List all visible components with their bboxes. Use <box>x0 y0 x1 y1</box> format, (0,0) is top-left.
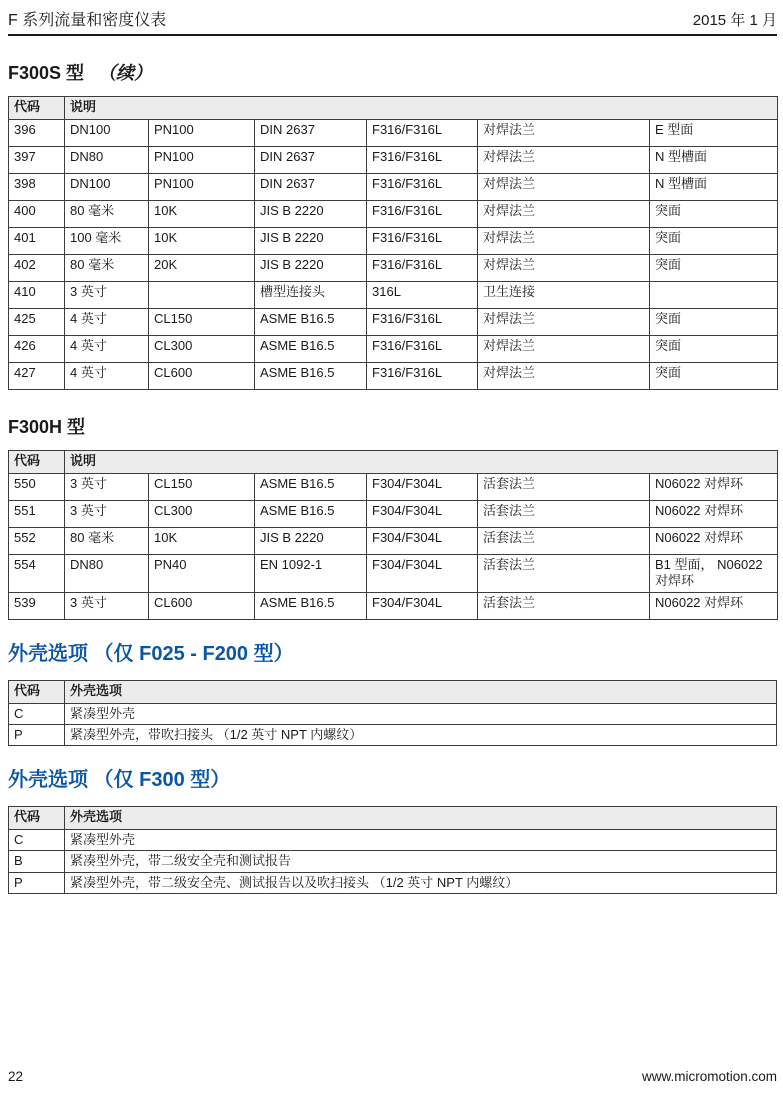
code-cell: 396 <box>9 120 65 147</box>
value-cell: E 型面 <box>650 120 778 147</box>
value-cell: 80 毫米 <box>65 255 149 282</box>
table-row <box>9 592 778 619</box>
value-cell: B1 型面， N06022 对焊环 <box>650 555 778 593</box>
value-cell: PN100 <box>149 120 255 147</box>
value-cell: 突面 <box>650 309 778 336</box>
table-row <box>9 474 778 501</box>
table-row <box>9 501 778 528</box>
value-cell: 80 毫米 <box>65 201 149 228</box>
code-cell: 410 <box>9 282 65 309</box>
value-cell: DN100 <box>65 120 149 147</box>
section-title-housing-f025-f200: 外壳选项 （仅 F025 - F200 型） <box>8 642 294 665</box>
table-row <box>9 703 777 724</box>
value-cell: PN40 <box>149 555 255 593</box>
code-cell: 426 <box>9 336 65 363</box>
value-cell: F316/F316L <box>367 228 478 255</box>
code-cell: 401 <box>9 228 65 255</box>
value-cell <box>650 282 778 309</box>
housing-options-f025-f200-table <box>8 680 777 747</box>
table-row <box>9 228 778 255</box>
value-cell: N 型槽面 <box>650 147 778 174</box>
value-cell: DIN 2637 <box>255 120 367 147</box>
table-row <box>9 201 778 228</box>
value-cell: 活套法兰 <box>478 528 650 555</box>
table-row <box>9 336 778 363</box>
value-cell: JIS B 2220 <box>255 228 367 255</box>
value-cell: 对焊法兰 <box>478 201 650 228</box>
section-title-housing-f300: 外壳选项 （仅 F300 型） <box>8 769 231 791</box>
value-cell: ASME B16.5 <box>255 501 367 528</box>
value-cell: DIN 2637 <box>255 147 367 174</box>
value-cell: CL150 <box>149 474 255 501</box>
code-cell: 554 <box>9 555 65 593</box>
code-cell: 398 <box>9 174 65 201</box>
table-row <box>9 724 777 745</box>
value-cell: ASME B16.5 <box>255 592 367 619</box>
table-row <box>9 174 778 201</box>
table-header-row <box>9 451 778 474</box>
value-cell: 紧凑型外壳，带吹扫接头 （1/2 英寸 NPT 内螺纹） <box>65 724 777 745</box>
value-cell: 突面 <box>650 228 778 255</box>
value-cell: DN100 <box>65 174 149 201</box>
document-header <box>8 0 777 36</box>
column-header-code: 代码 <box>9 680 65 703</box>
value-cell: 突面 <box>650 336 778 363</box>
value-cell: F316/F316L <box>367 174 478 201</box>
value-cell: 3 英寸 <box>65 592 149 619</box>
column-header-option: 外壳选项 <box>65 680 777 703</box>
value-cell: JIS B 2220 <box>255 528 367 555</box>
document-title: F 系列流量和密度仪表 <box>8 12 167 29</box>
value-cell: ASME B16.5 <box>255 363 367 390</box>
value-cell: CL300 <box>149 501 255 528</box>
value-cell: ASME B16.5 <box>255 309 367 336</box>
section-title-f300h <box>8 413 777 439</box>
website-link[interactable]: www.micromotion.com <box>641 1069 777 1084</box>
value-cell: 紧凑型外壳，带二级安全壳、测试报告以及吹扫接头 （1/2 英寸 NPT 内螺纹） <box>65 872 777 893</box>
value-cell: 10K <box>149 228 255 255</box>
value-cell: 紧凑型外壳 <box>65 830 777 851</box>
value-cell: PN100 <box>149 147 255 174</box>
value-cell: 突面 <box>650 363 778 390</box>
f300h-table <box>8 450 778 620</box>
value-cell: 紧凑型外壳 <box>65 703 777 724</box>
value-cell: 紧凑型外壳，带二级安全壳和测试报告 <box>65 851 777 872</box>
table-header-row <box>9 680 777 703</box>
value-cell: 3 英寸 <box>65 501 149 528</box>
table-row <box>9 120 778 147</box>
value-cell: 对焊法兰 <box>478 309 650 336</box>
table-row <box>9 830 777 851</box>
value-cell: 4 英寸 <box>65 363 149 390</box>
column-header-description: 说明 <box>65 451 778 474</box>
value-cell: F316/F316L <box>367 201 478 228</box>
value-cell: EN 1092-1 <box>255 555 367 593</box>
value-cell: 突面 <box>650 255 778 282</box>
table-header-row <box>9 807 777 830</box>
value-cell: 活套法兰 <box>478 501 650 528</box>
value-cell: DN80 <box>65 147 149 174</box>
value-cell: 80 毫米 <box>65 528 149 555</box>
value-cell: 对焊法兰 <box>478 174 650 201</box>
code-cell: P <box>9 872 65 893</box>
table-header-row <box>9 97 778 120</box>
value-cell: CL300 <box>149 336 255 363</box>
code-cell: C <box>9 830 65 851</box>
code-cell: 551 <box>9 501 65 528</box>
value-cell: 100 毫米 <box>65 228 149 255</box>
code-cell: 427 <box>9 363 65 390</box>
value-cell <box>149 282 255 309</box>
table-row <box>9 147 778 174</box>
value-cell: 316L <box>367 282 478 309</box>
value-cell: DIN 2637 <box>255 174 367 201</box>
value-cell: 3 英寸 <box>65 282 149 309</box>
table-row <box>9 282 778 309</box>
value-cell: 3 英寸 <box>65 474 149 501</box>
value-cell: 卫生连接 <box>478 282 650 309</box>
code-cell: 402 <box>9 255 65 282</box>
value-cell: 对焊法兰 <box>478 228 650 255</box>
value-cell: CL600 <box>149 592 255 619</box>
value-cell: F316/F316L <box>367 336 478 363</box>
value-cell: N06022 对焊环 <box>650 501 778 528</box>
value-cell: N 型槽面 <box>650 174 778 201</box>
value-cell: F304/F304L <box>367 592 478 619</box>
value-cell: 对焊法兰 <box>478 336 650 363</box>
value-cell: 槽型连接头 <box>255 282 367 309</box>
table-row <box>9 363 778 390</box>
value-cell: 活套法兰 <box>478 555 650 593</box>
value-cell: 对焊法兰 <box>478 363 650 390</box>
code-cell: 550 <box>9 474 65 501</box>
table-row <box>9 555 778 593</box>
value-cell: F304/F304L <box>367 528 478 555</box>
value-cell: CL600 <box>149 363 255 390</box>
value-cell: 10K <box>149 201 255 228</box>
column-header-description: 说明 <box>65 97 778 120</box>
value-cell: PN100 <box>149 174 255 201</box>
table-row <box>9 872 777 893</box>
section-title-f300s-suffix: （续） <box>98 63 153 83</box>
column-header-option: 外壳选项 <box>65 807 777 830</box>
code-cell: 400 <box>9 201 65 228</box>
value-cell: JIS B 2220 <box>255 255 367 282</box>
page-number: 22 <box>8 1069 24 1084</box>
code-cell: 552 <box>9 528 65 555</box>
code-cell: 539 <box>9 592 65 619</box>
section-title-f300s <box>8 59 777 85</box>
value-cell: N06022 对焊环 <box>650 528 778 555</box>
value-cell: DN80 <box>65 555 149 593</box>
f300s-table <box>8 96 778 390</box>
document-date: 2015 年 1 月 <box>692 12 777 29</box>
value-cell: 对焊法兰 <box>478 120 650 147</box>
value-cell: 20K <box>149 255 255 282</box>
value-cell: 活套法兰 <box>478 474 650 501</box>
document-footer <box>8 1069 777 1084</box>
value-cell: N06022 对焊环 <box>650 592 778 619</box>
value-cell: F316/F316L <box>367 363 478 390</box>
code-cell: P <box>9 724 65 745</box>
value-cell: 对焊法兰 <box>478 147 650 174</box>
code-cell: 425 <box>9 309 65 336</box>
value-cell: JIS B 2220 <box>255 201 367 228</box>
value-cell: ASME B16.5 <box>255 474 367 501</box>
section-title-f300h-text: F300H 型 <box>8 417 86 437</box>
value-cell: 10K <box>149 528 255 555</box>
value-cell: ASME B16.5 <box>255 336 367 363</box>
table-row <box>9 309 778 336</box>
value-cell: 对焊法兰 <box>478 255 650 282</box>
table-row <box>9 255 778 282</box>
value-cell: F316/F316L <box>367 309 478 336</box>
column-header-code: 代码 <box>9 451 65 474</box>
value-cell: 活套法兰 <box>478 592 650 619</box>
value-cell: 4 英寸 <box>65 336 149 363</box>
value-cell: CL150 <box>149 309 255 336</box>
value-cell: 突面 <box>650 201 778 228</box>
value-cell: F304/F304L <box>367 501 478 528</box>
table-row <box>9 528 778 555</box>
code-cell: 397 <box>9 147 65 174</box>
value-cell: F304/F304L <box>367 555 478 593</box>
value-cell: N06022 对焊环 <box>650 474 778 501</box>
column-header-code: 代码 <box>9 807 65 830</box>
code-cell: C <box>9 703 65 724</box>
code-cell: B <box>9 851 65 872</box>
page-content <box>8 59 777 894</box>
value-cell: F316/F316L <box>367 147 478 174</box>
housing-options-f300-table <box>8 806 777 894</box>
value-cell: F304/F304L <box>367 474 478 501</box>
table-row <box>9 851 777 872</box>
column-header-code: 代码 <box>9 97 65 120</box>
value-cell: F316/F316L <box>367 120 478 147</box>
value-cell: F316/F316L <box>367 255 478 282</box>
value-cell: 4 英寸 <box>65 309 149 336</box>
section-title-f300s-text: F300S 型 <box>8 63 85 83</box>
